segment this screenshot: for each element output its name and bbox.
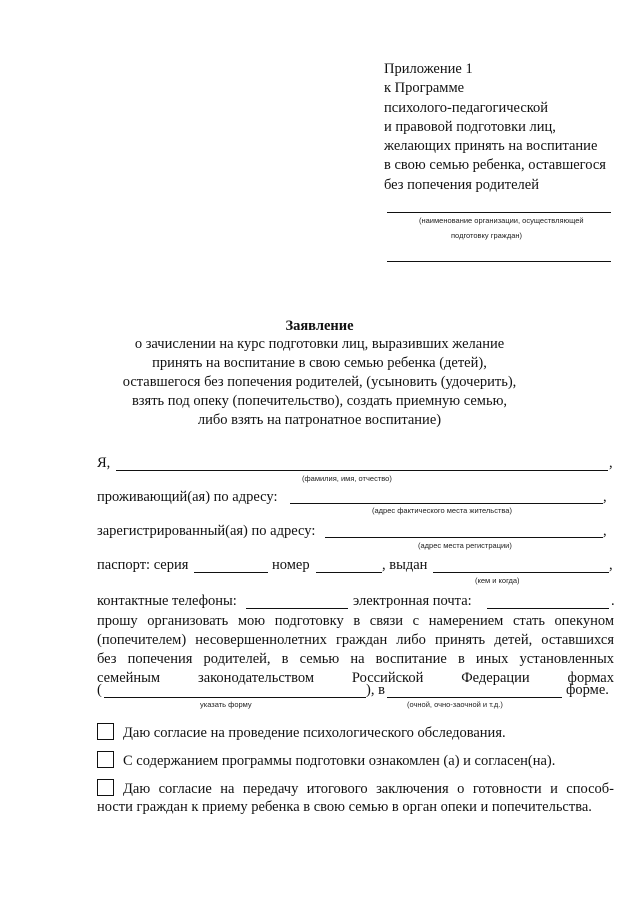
passport-series-line[interactable] — [194, 572, 268, 573]
document-subtitle — [90, 335, 549, 430]
email-label: электронная почта: — [353, 593, 472, 609]
subtitle-line: взять под опеку (попечительство), создать приемную семью, — [131, 393, 508, 409]
form-type-caption: указать форму — [200, 700, 252, 709]
document-title: Заявление — [285, 318, 354, 334]
registered-label: зарегистрированный(ая) по адресу: — [97, 523, 316, 539]
passport-comma: , — [609, 557, 613, 573]
residence-comma: , — [603, 489, 607, 505]
form-close-label: ), в — [366, 682, 385, 698]
form-end-label: форме. — [566, 682, 609, 698]
passport-number-line[interactable] — [316, 572, 382, 573]
subtitle-line: оставшегося без попечения родителей, (усыновить (удочерить), — [122, 374, 517, 390]
passport-issued-label: , выдан — [382, 557, 428, 573]
registered-line[interactable] — [325, 537, 603, 538]
request-paragraph — [97, 612, 614, 688]
ya-label: Я, — [97, 455, 111, 471]
study-form-caption: (очной, очно-заочной и т.д.) — [407, 700, 503, 709]
residence-label: проживающий(ая) по адресу: — [97, 489, 278, 505]
fio-caption: (фамилия, имя, отчество) — [302, 474, 392, 483]
passport-caption: (кем и когда) — [475, 576, 520, 585]
passport-series-label: паспорт: серия — [97, 557, 189, 573]
fio-comma: , — [609, 455, 613, 471]
appendix-header — [384, 60, 634, 195]
consent-report-text — [123, 780, 614, 799]
appendix-line: психолого-педагогической — [384, 99, 549, 116]
phones-line[interactable] — [246, 608, 348, 609]
appendix-line: в свою семью ребенка, оставшегося — [384, 157, 606, 174]
subtitle-line: о зачислении на курс подготовки лиц, выразивших желание — [134, 336, 505, 352]
study-form-line[interactable] — [387, 697, 562, 698]
appendix-line: и правовой подготовки лиц, — [384, 118, 556, 135]
form-type-line[interactable] — [104, 697, 366, 698]
appendix-line: желающих принять на воспитание — [384, 138, 598, 155]
passport-issued-line[interactable] — [433, 572, 609, 573]
request-line: без попечения родителей, в семью на воспитание в иных установленных — [97, 651, 614, 667]
org-name-caption: (наименование организации, осуществляющей — [419, 216, 584, 225]
passport-number-label: номер — [272, 557, 310, 573]
phones-label: контактные телефоны: — [97, 593, 237, 609]
registered-comma: , — [603, 523, 607, 539]
registered-caption: (адрес места регистрации) — [418, 541, 512, 550]
subtitle-line: либо взять на патронатное воспитание) — [197, 412, 442, 428]
org-name-line-2[interactable] — [387, 261, 611, 262]
org-name-caption-2: подготовку граждан) — [451, 231, 523, 240]
appendix-line: Приложение 1 — [384, 61, 473, 77]
consent-program-text — [123, 752, 614, 771]
org-name-line-1[interactable] — [387, 212, 611, 213]
appendix-line: без попечения родителей — [384, 176, 539, 193]
request-line: прошу организовать мою подготовку в связи с намерением стать опекуном — [97, 613, 614, 629]
consent-line: Даю согласие на проведение психологического обследования. — [123, 725, 506, 741]
fio-line[interactable] — [116, 470, 608, 471]
email-line[interactable] — [487, 608, 609, 609]
consent-report-checkbox[interactable] — [97, 779, 114, 796]
residence-line[interactable] — [290, 503, 603, 504]
email-period: . — [611, 593, 615, 609]
request-line: семейным законодательством Российской Федерации формах — [97, 670, 614, 686]
consent-line: С содержанием программы подготовки ознакомлен (а) и согласен(на). — [123, 753, 556, 769]
consent-psych-text — [123, 724, 614, 743]
consent-psych-checkbox[interactable] — [97, 723, 114, 740]
residence-caption: (адрес фактического места жительства) — [372, 506, 512, 515]
appendix-line: к Программе — [384, 80, 465, 97]
consent-line: Даю согласие на передачу итогового заключения о готовности и способ- — [123, 781, 614, 797]
consent-program-checkbox[interactable] — [97, 751, 114, 768]
subtitle-line: принять на воспитание в свою семью ребенка (детей), — [152, 355, 487, 371]
form-open-paren: ( — [97, 682, 102, 698]
consent-report-text-continued: ности граждан к приему ребенка в свою семью в орган опеки и попечительства. — [97, 799, 592, 815]
request-line: (попечителем) несовершеннолетних граждан либо принять детей, оставшихся — [97, 632, 614, 648]
